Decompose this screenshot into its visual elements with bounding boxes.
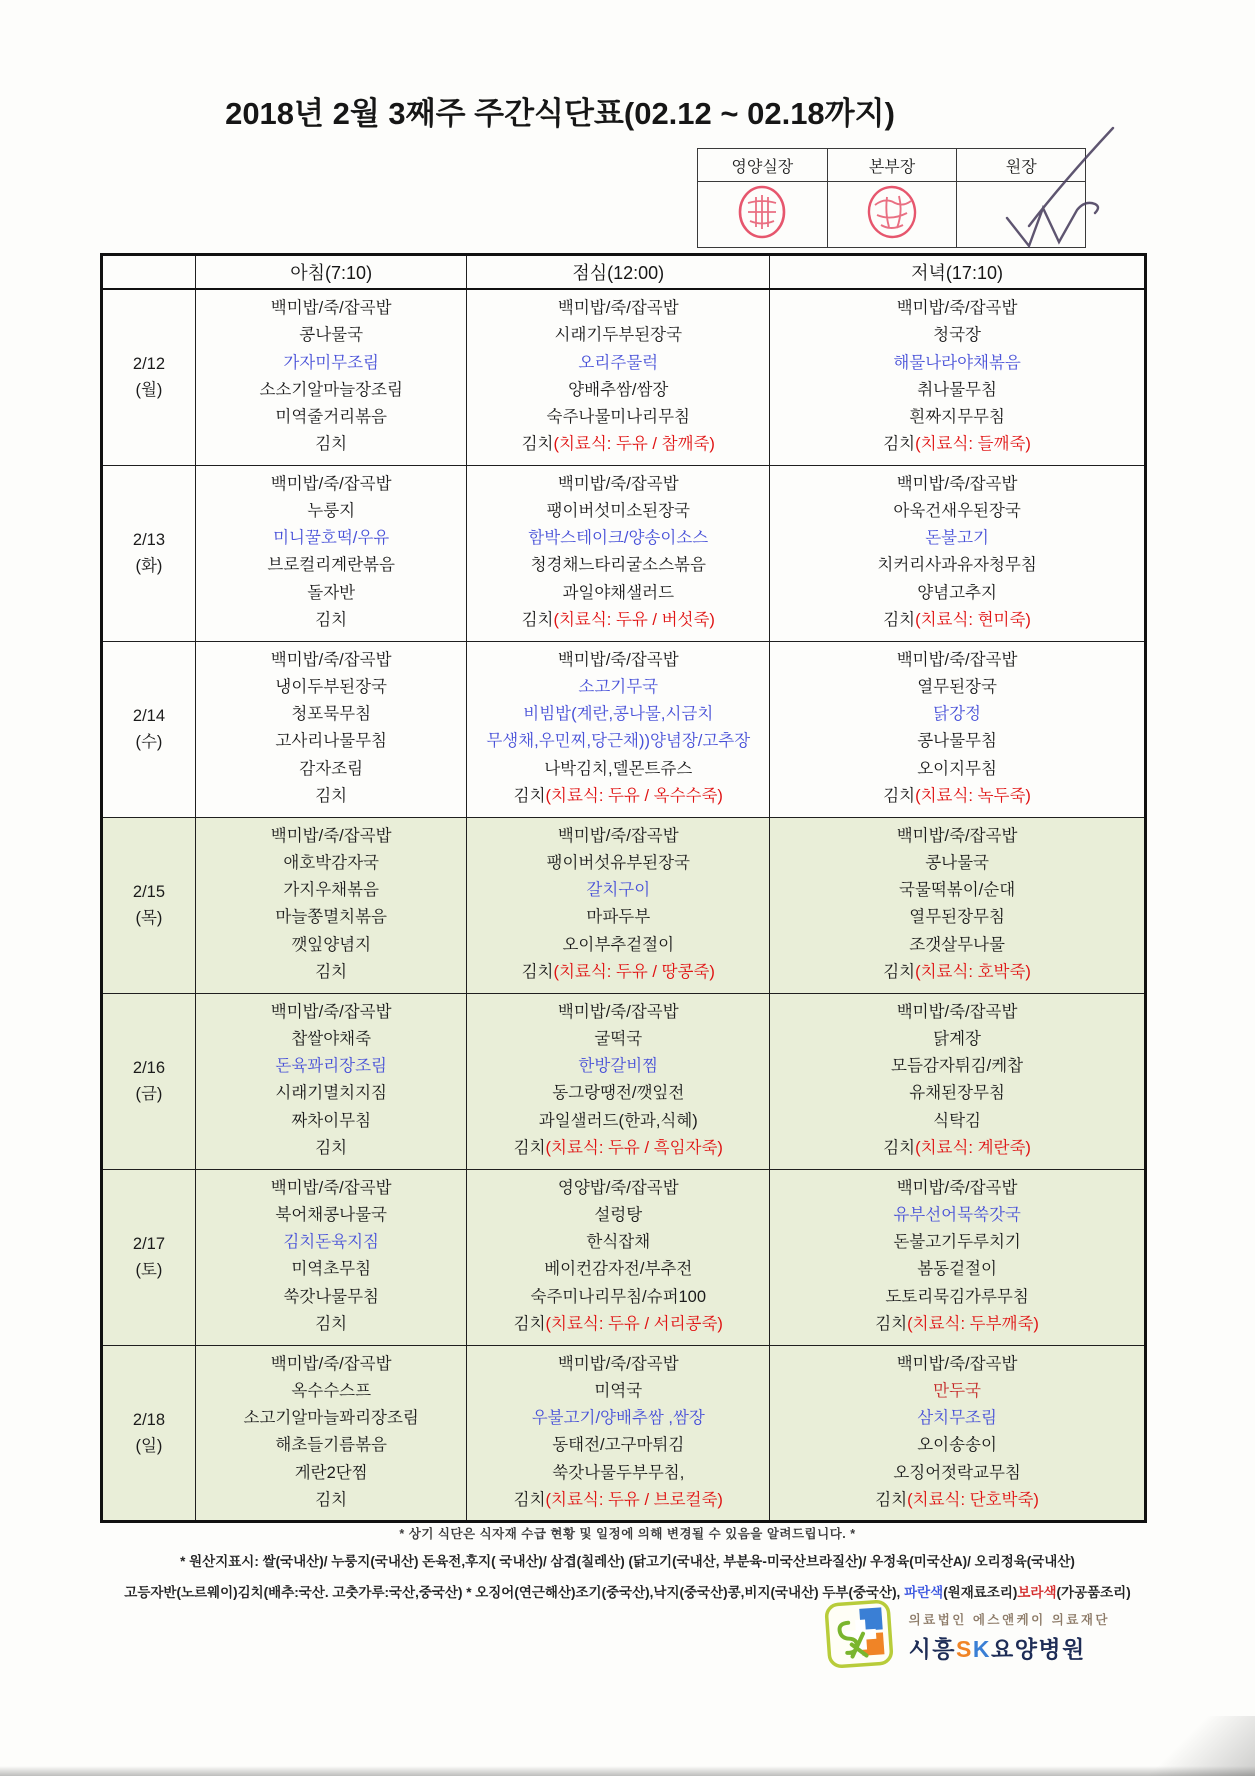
meal-cell-dinner <box>770 641 1146 817</box>
menu-item: 우불고기/양배추쌈 ,쌈장 <box>531 1409 705 1428</box>
legend-blue-desc: (원재료조리) <box>943 1585 1018 1600</box>
menu-item: 백미밥/죽/잡곡밥 <box>557 1002 679 1021</box>
hospital-name-suffix: 요양병원 <box>990 1635 1086 1662</box>
menu-item: 조갯살무나물 <box>909 935 1005 954</box>
menu-item: 소고기무국 <box>578 677 659 696</box>
approval-table <box>697 148 1086 248</box>
menu-item: 갈치구이 <box>586 881 651 900</box>
menu-item: 옥수수스프 <box>291 1381 372 1400</box>
menu-item: 해물나라야채볶음 <box>893 353 1021 372</box>
menu-item: 짜차이무침 <box>291 1111 372 1130</box>
disclaimer-note: * 상기 식단은 식자재 수급 현황 및 일정에 의해 변경될 수 있음을 알려드립니다. * <box>399 1527 856 1541</box>
meal-cell-dinner <box>770 817 1146 993</box>
menu-item: 아욱건새우된장국 <box>893 501 1021 520</box>
menu-row <box>102 289 1146 465</box>
menu-item: 콩나물국 <box>925 853 989 872</box>
approval-label-director: 원장 <box>957 149 1086 182</box>
date-cell: 2/17 (토) <box>102 1169 196 1345</box>
menu-item: 돈불고기두루치기 <box>893 1233 1021 1252</box>
date-cell: 2/18 (일) <box>102 1345 196 1521</box>
weekly-menu-table <box>100 253 1147 1523</box>
menu-item: 도토리묵김가루무침 <box>885 1287 1029 1306</box>
menu-item: 백미밥/죽/잡곡밥 <box>557 1354 679 1373</box>
meal-cell-lunch <box>467 1169 770 1345</box>
menu-item: 백미밥/죽/잡곡밥 <box>270 1002 392 1021</box>
menu-item: 백미밥/죽/잡곡밥 <box>557 299 679 317</box>
menu-item: 미역초무침 <box>291 1260 372 1279</box>
menu-item: 팽이버섯미소된장국 <box>546 501 690 520</box>
menu-item: 팽이버섯유부된장국 <box>546 853 690 872</box>
menu-item: 취나물무침 <box>917 380 997 399</box>
menu-item: 김치(치료식: 현미죽) <box>883 610 1031 629</box>
header-dinner: 저녁(17:10) <box>770 255 1146 290</box>
menu-item: 오이송송이 <box>917 1436 997 1455</box>
menu-item: 누룽지 <box>307 501 356 520</box>
menu-item: 백미밥/죽/잡곡밥 <box>270 650 392 669</box>
menu-item: 콩나물국 <box>299 326 364 345</box>
stamp-seal-icon <box>736 183 788 246</box>
menu-item: 과일샐러드(한과,식혜) <box>538 1111 698 1130</box>
corner-cell <box>102 255 196 290</box>
scan-shadow-bottom <box>0 1766 1255 1776</box>
date-cell: 2/14 (수) <box>102 641 196 817</box>
menu-item: 오징어젓락교무침 <box>893 1463 1021 1482</box>
origin-note-text: 고등자반(노르웨이)김치(배추:국산. 고춧가루:국산,중국산) * 오징어(연근해산)조기(중국산),낙지(중국산)콩,비지(국내산) 두부(중국산), <box>124 1585 905 1600</box>
approval-cell-nutrition-manager <box>698 182 828 248</box>
menu-item: 감자조림 <box>299 759 364 778</box>
menu-item: 유부선어묵쑥갓국 <box>893 1205 1021 1224</box>
menu-item: 김치 <box>315 1314 348 1333</box>
menu-item: 열무된장국 <box>917 677 997 696</box>
menu-item: 시래기멸치지짐 <box>275 1084 387 1103</box>
hospital-name <box>909 1631 1110 1664</box>
menu-item: 비빔밥(계란,콩나물,시금치 <box>523 705 714 724</box>
meal-cell-lunch <box>467 1345 770 1521</box>
menu-item: 동태전/고구마튀김 <box>552 1436 685 1455</box>
menu-item: 백미밥/죽/잡곡밥 <box>270 299 392 317</box>
legend-purple-desc: (가공품조리) <box>1056 1585 1131 1600</box>
menu-item: 봄동겉절이 <box>917 1260 997 1279</box>
menu-row <box>102 1169 1146 1345</box>
menu-item: 쑥갓나물무침 <box>283 1287 379 1306</box>
menu-item: 김치(치료식: 호박죽) <box>883 962 1031 981</box>
meal-cell-breakfast <box>195 1169 466 1345</box>
meal-cell-breakfast <box>195 817 466 993</box>
menu-body <box>102 289 1146 1521</box>
menu-item: 김치(치료식: 두유 / 브로컬죽) <box>513 1490 723 1509</box>
menu-item: 오이지무침 <box>917 759 997 778</box>
menu-item: 냉이두부된장국 <box>275 677 387 696</box>
menu-item: 청포묵무침 <box>291 705 372 724</box>
menu-item: 치커리사과유자청무침 <box>877 556 1037 575</box>
scan-shadow-corner <box>1135 1716 1255 1776</box>
menu-item: 백미밥/죽/잡곡밥 <box>557 474 679 493</box>
stamp-seal-icon <box>865 183 919 246</box>
menu-item: 백미밥/죽/잡곡밥 <box>896 299 1018 317</box>
menu-item: 김치 <box>315 1138 348 1157</box>
foundation-name: 의료법인 에스앤케이 의료재단 <box>908 1612 1110 1627</box>
menu-item: 백미밥/죽/잡곡밥 <box>896 1002 1018 1021</box>
header-breakfast: 아침(7:10) <box>195 255 466 290</box>
menu-item: 마늘쫑멸치볶음 <box>275 908 387 927</box>
date-cell: 2/13 (화) <box>102 465 196 641</box>
menu-item: 나박김치,델몬트쥬스 <box>544 759 693 778</box>
menu-item: 백미밥/죽/잡곡밥 <box>270 1178 392 1197</box>
approval-label-nutrition-manager: 영양실장 <box>698 149 828 182</box>
hospital-name-k: K <box>972 1635 991 1662</box>
meal-cell-breakfast <box>195 289 466 465</box>
meal-cell-lunch <box>467 817 770 993</box>
menu-item: 백미밥/죽/잡곡밥 <box>270 474 392 493</box>
meal-cell-dinner <box>770 465 1146 641</box>
page-title: 2018년 2월 3째주 주간식단표(02.12 ~ 02.18까지) <box>225 96 895 131</box>
menu-item: 김치(치료식: 두부깨죽) <box>875 1314 1039 1333</box>
menu-item: 무생채,우민찌,당근채))양념장/고추장 <box>486 732 751 751</box>
menu-item: 미역국 <box>594 1381 643 1400</box>
meal-cell-lunch <box>467 641 770 817</box>
menu-item: 오이부추겉절이 <box>562 935 675 954</box>
menu-item: 시래기두부된장국 <box>554 326 683 345</box>
menu-row <box>102 641 1146 817</box>
approval-label-division-head: 본부장 <box>827 149 957 182</box>
menu-item: 김치돈육지짐 <box>283 1233 379 1252</box>
meal-cell-dinner <box>770 289 1146 465</box>
meal-cell-lunch <box>467 993 770 1169</box>
menu-item: 애호박감자국 <box>283 853 379 872</box>
menu-item: 백미밥/죽/잡곡밥 <box>270 826 392 845</box>
menu-item: 김치(치료식: 녹두죽) <box>883 786 1031 805</box>
menu-item: 함박스테이크/양송이소스 <box>528 529 709 548</box>
menu-item: 열무된장무침 <box>909 908 1005 927</box>
menu-row <box>102 993 1146 1169</box>
menu-item: 양배추쌈/쌈장 <box>568 380 669 399</box>
menu-item: 백미밥/죽/잡곡밥 <box>896 474 1018 493</box>
menu-item: 게란2단찜 <box>294 1463 368 1482</box>
menu-item: 김치(치료식: 두유 / 버섯죽) <box>521 610 715 629</box>
menu-item: 마파두부 <box>586 908 651 927</box>
menu-item: 김치 <box>315 610 348 629</box>
menu-item: 김치(치료식: 두유 / 참깨죽) <box>521 435 715 454</box>
menu-item: 숙주나물미나리무침 <box>546 408 690 427</box>
menu-item: 유채된장무침 <box>909 1084 1005 1103</box>
meal-cell-lunch <box>467 289 770 465</box>
menu-item: 백미밥/죽/잡곡밥 <box>270 1354 392 1373</box>
legend-blue-label: 파란색 <box>904 1585 944 1600</box>
approval-cell-director <box>957 182 1086 248</box>
menu-item: 소소기알마늘장조림 <box>259 380 403 399</box>
legend-purple-label: 보라색 <box>1017 1585 1057 1600</box>
menu-item: 김치 <box>315 962 348 981</box>
menu-item: 깻잎양념지 <box>291 935 372 954</box>
menu-item: 식탁김 <box>933 1111 981 1130</box>
date-cell: 2/12 (월) <box>102 289 196 465</box>
menu-item: 가지우채볶음 <box>283 881 379 900</box>
menu-row <box>102 465 1146 641</box>
menu-row <box>102 1345 1146 1521</box>
hospital-logo <box>823 1598 1110 1675</box>
menu-item: 고사리나물무침 <box>275 732 387 751</box>
menu-item: 콩나물무침 <box>917 732 997 751</box>
menu-item: 돈불고기 <box>925 529 989 548</box>
origin-note-line1: * 원산지표시: 쌀(국내산)/ 누룽지(국내산) 돈육전,후지( 국내산)/ 삼겹(칠레산) (닭고기(국내산, 부분육-미국산브라질산)/ 우정육(미국산A)/ 오리정육(국내산) <box>180 1554 1075 1569</box>
menu-item: 김치(치료식: 들깨죽) <box>883 435 1031 454</box>
menu-item: 김치(치료식: 계란죽) <box>883 1138 1031 1157</box>
menu-item: 백미밥/죽/잡곡밥 <box>557 826 679 845</box>
menu-item: 김치(치료식: 두유 / 서리콩죽) <box>513 1314 723 1333</box>
menu-item: 굴떡국 <box>594 1029 643 1048</box>
header-lunch: 점심(12:00) <box>467 255 770 290</box>
hospital-logo-icon <box>823 1598 895 1675</box>
menu-item: 흰짜지무무침 <box>909 408 1005 427</box>
menu-item: 삼치무조림 <box>917 1409 997 1428</box>
signature-icon <box>937 122 1117 262</box>
menu-item: 모듬감자튀김/케찹 <box>891 1057 1024 1076</box>
menu-item: 쑥갓나물두부무침, <box>552 1463 685 1482</box>
menu-item: 백미밥/죽/잡곡밥 <box>557 650 679 669</box>
menu-item: 백미밥/죽/잡곡밥 <box>896 826 1018 845</box>
menu-item: 설렁탕 <box>594 1205 643 1224</box>
hospital-name-prefix: 시흥 <box>908 1635 957 1662</box>
menu-item: 오리주물럭 <box>578 353 659 372</box>
menu-item: 양념고추지 <box>917 583 997 602</box>
menu-item: 영양밥/죽/잡곡밥 <box>557 1178 679 1197</box>
menu-item: 한식잡채 <box>586 1233 651 1252</box>
menu-item: 김치 <box>315 435 348 454</box>
menu-item: 청경채느타리굴소스볶음 <box>530 556 706 575</box>
meal-cell-dinner <box>770 1169 1146 1345</box>
date-cell: 2/16 (금) <box>102 993 196 1169</box>
menu-item: 만두국 <box>933 1381 981 1400</box>
menu-item: 베이컨감자전/부추전 <box>544 1260 693 1279</box>
menu-item: 김치(치료식: 두유 / 옥수수죽) <box>513 786 723 805</box>
menu-item: 김치 <box>315 786 348 805</box>
menu-item: 백미밥/죽/잡곡밥 <box>896 1354 1018 1373</box>
meal-cell-breakfast <box>195 641 466 817</box>
hospital-logo-text <box>909 1610 1110 1664</box>
menu-item: 돈육꽈리장조림 <box>275 1057 387 1076</box>
hospital-name-s: S <box>956 1635 973 1662</box>
menu-item: 닭강정 <box>933 705 981 724</box>
menu-item: 국물떡볶이/순대 <box>898 881 1016 900</box>
menu-item: 브로컬리계란볶음 <box>267 556 395 575</box>
menu-item: 한방갈비찜 <box>578 1057 659 1076</box>
meal-cell-breakfast <box>195 993 466 1169</box>
menu-item: 가자미무조림 <box>283 353 379 372</box>
menu-item: 찹쌀야채죽 <box>291 1029 372 1048</box>
menu-item: 김치(치료식: 두유 / 흑임자죽) <box>513 1138 723 1157</box>
menu-item: 숙주미나리무침/슈퍼100 <box>530 1287 707 1306</box>
menu-item: 소고기알마늘꽈리장조림 <box>243 1409 419 1428</box>
menu-item: 미니꿀호떡/우유 <box>273 529 390 548</box>
menu-row <box>102 817 1146 993</box>
meal-cell-dinner <box>770 1345 1146 1521</box>
meal-cell-breakfast <box>195 465 466 641</box>
menu-item: 백미밥/죽/잡곡밥 <box>896 1178 1018 1197</box>
menu-item: 돌자반 <box>307 583 356 602</box>
meal-cell-lunch <box>467 465 770 641</box>
menu-item: 청국장 <box>933 326 981 345</box>
menu-item: 과일야채샐러드 <box>562 583 675 602</box>
approval-cell-division-head <box>827 182 957 248</box>
menu-item: 김치(치료식: 두유 / 땅콩죽) <box>521 962 715 981</box>
menu-item: 김치(치료식: 단호박죽) <box>875 1490 1039 1509</box>
menu-item: 닭계장 <box>933 1029 981 1048</box>
date-cell: 2/15 (목) <box>102 817 196 993</box>
menu-item: 북어채콩나물국 <box>275 1205 387 1224</box>
menu-item: 해초들기름볶음 <box>275 1436 387 1455</box>
menu-item: 동그랑땡전/깻잎전 <box>552 1084 685 1103</box>
menu-item: 김치 <box>315 1490 348 1509</box>
meal-cell-dinner <box>770 993 1146 1169</box>
menu-item: 백미밥/죽/잡곡밥 <box>896 650 1018 669</box>
meal-cell-breakfast <box>195 1345 466 1521</box>
menu-item: 미역줄거리볶음 <box>275 408 387 427</box>
menu-header-row <box>102 255 1146 290</box>
